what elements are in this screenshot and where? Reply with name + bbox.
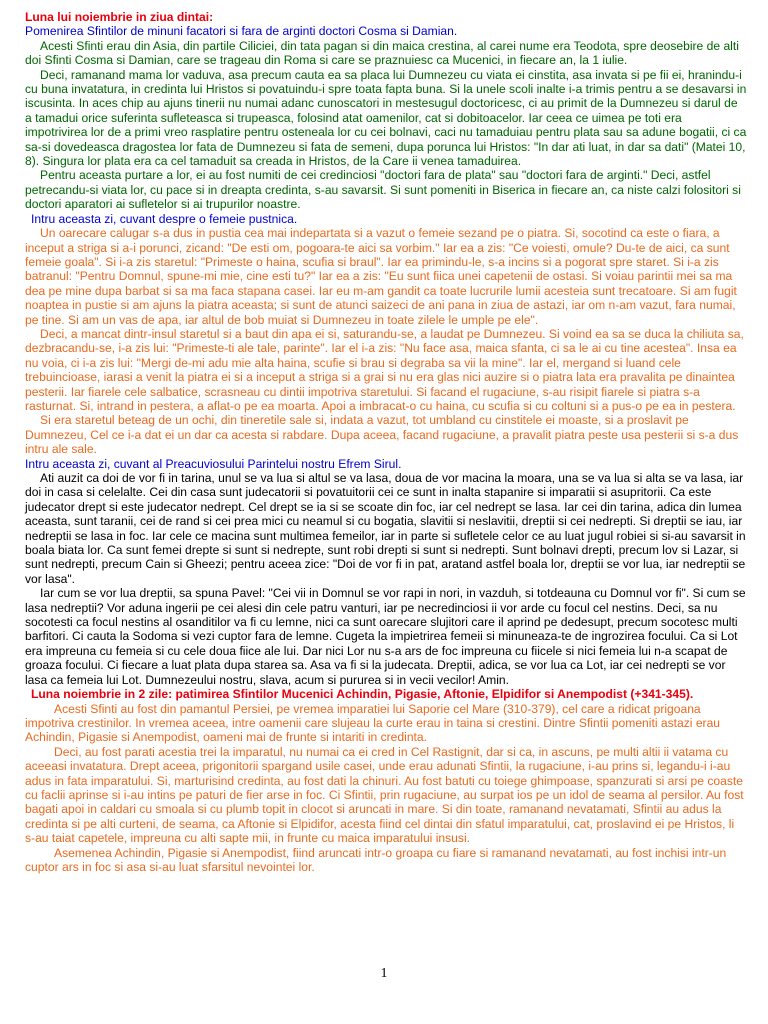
paragraph-final-2: Deci, au fost parati acestia trei la imparatul, nu numai ca ei cred in Cel Rastignit, dar si ca, in ascuns, pe multi altii ii vatama cu aceeasi invatatura. Drept aceea, prigonitorii spargand usile casei, unde erau adunati Sfintii, la rugaciune, i-au prins si, legandu-i i-au adus in fata imparatului. Si, marturisind credinta, au fost dati la chinuri. Au fost batuti cu toiege ghimpoase, spanzurati si arsi pe coaste cu faclii aprinse si i-au intins pe paturi de fier arse in foc. Ci Sfintii, prin rugaciune, au surpat ios pe un idol de seama al persilor. Au fost bagati apoi in caldari cu smoala si cu plumb topit in clocot si aruncati in mare. Si din toate, ramanand nevatamati, Sfintii au adus la credinta si pe alti curteni, de seama, ca Aftonie si Elpidifor, acesta fiind cel dintai din sfatul imparatului, cat, proslavind ei pe Hristos, li s-au taiat capetele, impreuna cu alti sapte mii, in frunte cu maica imparatului insusi. — [25, 744, 744, 846]
section-title-nov2: Luna noiembrie in 2 zile: patimirea Sfintilor Mucenici Achindin, Pigasie, Aftonie, Elpidifor si Anempodist (+341-345). — [31, 687, 694, 702]
paragraph-black-2: Iar cum se vor lua dreptii, sa spuna Pavel: "Cei vii in Domnul se vor rapi in nori, in vazduh, si totdeauna cu Domnul vor fi". Si cum se lasa nedreptii? Vor aduna ingerii pe cei alesi din cele patru vanturi, iar pe necredinciosi ii vor arde cu focul cel nestins. Deci, sa nu socotesti ca focul nestins al osanditilor va fi cu lemne, nici ca sunt oarecare slujitori care il aprind pe dedesupt, precum socotesc multi barfitori. Ci cauta la Sodoma si vezi cuptor fara de lemne. Cugeta la impietrirea femeii si minuneaza-te de ingrozirea focului. Ca si Lot era impreuna cu femeia si cu cele doua fiice ale lui. Dar nici Lor nu s-a ars de foc impreuna cu fiicele si nici femeia lui n-a scapat de groaza focului. Ci fiecare a luat plata dupa starea sa. Asa va fi si la judecata. Dreptii, adica, se vor lua ca Lot, iar cei nedrepti se vor lasa ca femeia lui Lot. Dumnezeului nostru, slava, acum si pururea si in vecii vecilor! Amin. — [25, 586, 746, 687]
page-number: 1 — [380, 966, 388, 981]
paragraph-orange-2: Deci, a mancat dintr-insul staretul si a baut din apa ei si, saturandu-se, a laudat pe Dumnezeu. Si voind ea sa se duca la chiliuta sa, dezbracandu-se, i-a zis lui: "Primeste-ti ale tale, parinte". Iar el i-a zis: "Nu face asa, maica sfanta, ci sa le ai cu tine acestea". Insa ea nu voia, ci i-a zis lui: "Mergi de-mi adu mie alta haina, scufie si brau si degraba sa vii la mine". Iar el, mergand si luand cele trebuincioase, iarasi a venit la piatra ei si a inceput a striga si a grai si nu era glas nici auzire si o piatra lata era pravalita pe dinaintea pesterii. Iar fiarele cele salbatice, scrasneau cu dintii impotriva staretului. Si facand el rugaciune, s-au risipit fiarele si piatra s-a rasturnat. Si, intrand in pestera, a aflat-o pe ea moarta. Apoi a imbracat-o cu haina, cu scufia si cu coltuni si a pus-o pe ea in pestera. — [25, 326, 744, 413]
section-title-pustnica: Intru aceasta zi, cuvant despre o femeie pustnica. — [31, 211, 298, 226]
paragraph-green-1: Acesti Sfinti erau din Asia, din partile Ciliciei, din tata pagan si din maica crestina, al carei nume era Teodota, spre deosebire de alti doi Sfinti Cosma si Damian, care se trageau din Roma si care se praznuiesc ca Mucenici, in fiecare an, la 1 iulie. — [25, 38, 739, 68]
paragraph-orange-3: Si era staretul beteag de un ochi, din tineretile sale si, indata a vazut, tot umbland cu cinstitele ei moaste, si a proslavit pe Dumnezeu, Cel ce i-a dat ei un dar ca acesta si rabdare. Dupa aceea, facand rugaciune, a pravalit piatra peste usa pesterii si s-a dus intru ale sale. — [25, 413, 739, 457]
section-title-nov1: Luna lui noiembrie in ziua dintai: — [25, 10, 214, 24]
paragraph-green-3: Pentru aceasta purtare a lor, ei au fost numiti de cei credinciosi "doctori fara de plata" sau "doctori fara de arginti." Deci, astfel petrecandu-si viata lor, cu pace si in dreapta credinta, s-au savarsit. Si sunt pomeniti in Biserica in fiecare an, ca niste calzi folositori si doctori aparatori ai sufletelor si ai trupurilor noastre. — [25, 168, 741, 212]
paragraph-orange-1: Un oarecare calugar s-a dus in pustia cea mai indepartata si a vazut o femeie sezand pe o piatra. Si, socotind ca este o fiara, a inceput a striga si a-i porunci, zicand: "De esti om, pogoara-te aici sa vorbim." Iar ea a zis: "Ce voiesti, omule? Du-te de aici, ca sunt femeie goala". Si i-a zis staretul: "Primeste o haina, scufia si braul". Iar ea primindu-le, s-a incins si a pogorat spre staret. Si i-a zis batranul: "Pentru Domnul, spune-mi mie, cine esti tu?" Iar ea a zis: "Eu sunt fiica unei capetenii de ostasi. Si voiau parintii mei sa ma dea pe mine dupa barbat si sa ma faca stapana casei. Iar eu m-am gandit ca toate lucrurile lumii acesteia sunt trecatoare. Si am fugit noaptea in pustie si am ajuns la piatra aceasta; si sunt de atunci saizeci de ani pana in ziua de astazi, iar om n-am vazut, fara numai, pe tine. Si am un vas de apa, iar altul de bob muiat si Dumnezeu in toate zilele le umple pe ele". — [25, 226, 737, 327]
paragraph-final-3: Asemenea Achindin, Pigasie si Anempodist, fiind aruncati intr-o groapa cu fiare si ramanand nevatamati, au fost inchisi intr-un cuptor ars in foc si asa si-au luat sfarsitul nevointei lor. — [25, 845, 727, 874]
section-subtitle-cosma-damian: Pomenirea Sfintilor de minuni facatori si fara de arginti doctori Cosma si Damian. — [25, 24, 458, 39]
paragraph-final-1: Acesti Sfinti au fost din pamantul Persiei, pe vremea imparatiei lui Saporie cel Mare (310-379), cel care a ridicat prigoana impotriva crestinilor. In vremea aceea, intre oamenii care slujeau la curte erau in taina si crestini. Dintre Sfintii pomeniti astazi erau Achindin, Pigasie si Anempodist, oameni mai de frunte si intariti in credinta. — [25, 701, 721, 745]
paragraph-black-1: Ati auzit ca doi de vor fi in tarina, unul se va lua si altul se va lasa, doua de vor macina la moara, una se va lua si alta se va lasa, iar doi in casa si celelalte. Cei din casa sunt judecatorii si povatuitorii cei ce sunt in inalta stapanire si imparatii si asupritorii. Ca este judecator drept si este judecator nedrept. Cel drept se ia si se scoate din foc, iar cel nedrept se lasa. Iar cei din tarina, adica din lumea aceasta, sunt taranii, cei de rand si cei prea mici cu neamul si cu bogatia, slavitii si neslavitii, dreptii si cei nedrepti. Si dreptii se iau, iar nedreptii se lasa in foc. Iar cele ce macina sunt multimea femeilor, iar in parte si sufletele celor ce au luat jugul robiei si si-au savarsit in boala biata lor. Ca sunt femei drepte si sunt si nedrepte, sunt robi drepti si sunt si nedrepti. Sunt bolnavi drepti, precum lov si Lazar, si sunt nedrepti, precum Cain si Gheezi; pentru aceea zice: "Doi de vor fi in pat, aratand astfel boala lor, dreptii se vor lua, iar nedreptii se vor lasa". — [25, 471, 746, 586]
section-title-efrem: Intru aceasta zi, cuvant al Preacuviosului Parintelui nostru Efrem Sirul. — [25, 456, 402, 471]
document-page — [25, 10, 747, 874]
paragraph-green-2: Deci, ramanand mama lor vaduva, asa precum cauta ea sa placa lui Dumnezeu cu viata ei cinstita, asa invata si pe fii ei, hranindu-i cu buna invatatura, in credinta lui Hristos si povatuindu-i spre toata fapta buna. Si la unele scoli inalte i-a trimis pentru a se desavarsi in iscusinta. In aces chip au ajuns tinerii nu numai adanc cunoscatori in mestesugul doctoricesc, ci au primit de la Dumnezeu si darul de a tamadui orice suferinta sufleteasca si trupeasca, folosind atat oamenilor, cat si dobitoacelor. Iar ceea ce uimea pe toti era impotrivirea lor de a primi vreo rasplatire pentru osteneala lor cu cei bolnavi, caci nu tamaduiau pentru plata sau sa adune bogatii, ci ca sa-si dovedeasca dragostea lor fata de Dumnezeu si fata de semeni, dupa porunca lui Hristos: "In dar ati luat, in dar sa dati" (Matei 10, 8). Singura lor plata era ca cel tamaduit sa creada in Hristos, de la Care ii venea tamaduirea. — [25, 67, 747, 169]
